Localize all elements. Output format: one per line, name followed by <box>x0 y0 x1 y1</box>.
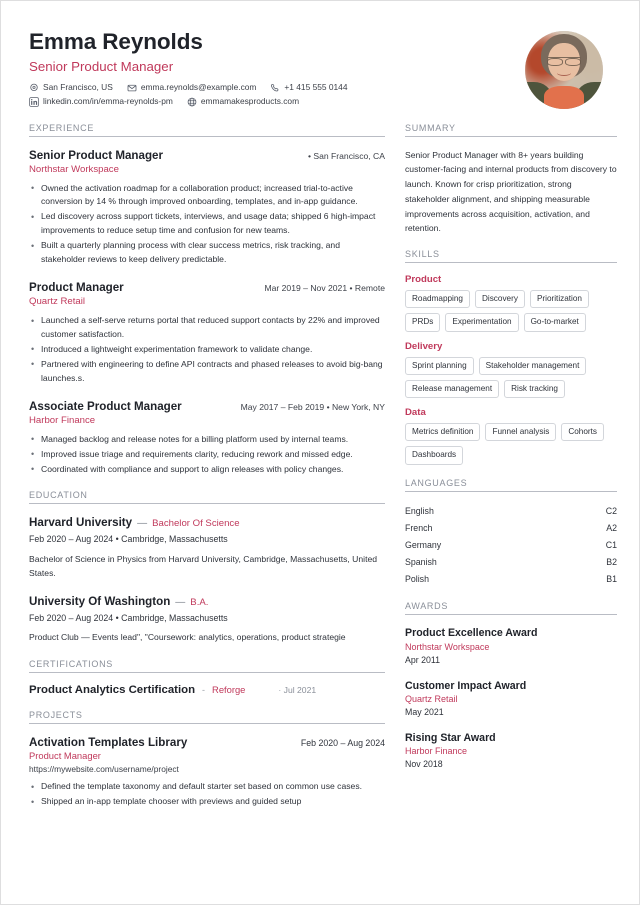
language-row <box>405 503 617 520</box>
award-date: Nov 2018 <box>405 758 443 769</box>
main-column <box>29 123 405 824</box>
education-degree: Bachelor Of Science <box>152 518 240 530</box>
award-entry <box>405 626 617 666</box>
education-separator: — <box>137 518 148 530</box>
bullet-item: • Defined the template taxonomy and default starter set based on common use cases. <box>29 780 385 794</box>
skill-chip[interactable]: PRDs <box>405 313 440 331</box>
education-school: Harvard University <box>29 516 133 530</box>
bullet-item: • Shipped an in-app template chooser with previews and guided setup <box>29 795 385 809</box>
section-header-projects: PROJECTS <box>29 710 385 724</box>
certification-issuer: Reforge <box>212 683 246 695</box>
section-languages <box>405 478 617 589</box>
globe-icon <box>187 97 197 107</box>
avatar <box>525 31 603 109</box>
contact-text: emma.reynolds@example.com <box>140 81 257 92</box>
experience-entry <box>29 399 385 477</box>
location-pin-icon <box>29 83 39 93</box>
experience-entry <box>29 148 385 268</box>
header-text-block <box>29 23 525 111</box>
skill-category: Delivery <box>405 340 443 352</box>
bullet-item: • Managed backlog and release notes for a billing platform used by internal teams. <box>29 433 385 447</box>
section-header-languages: LANGUAGES <box>405 478 617 492</box>
avatar-shirt <box>544 86 585 109</box>
experience-role: Senior Product Manager <box>29 148 163 162</box>
glasses-icon <box>547 57 581 64</box>
language-row <box>405 554 617 571</box>
contact-item[interactable] <box>29 82 113 93</box>
skill-chip[interactable]: Stakeholder management <box>479 357 587 375</box>
skill-group <box>405 274 617 332</box>
award-organization: Northstar Workspace <box>405 641 490 652</box>
project-bullets <box>29 780 385 809</box>
education-entry-head <box>29 594 385 609</box>
resume-body <box>29 123 615 824</box>
award-entry <box>405 679 617 719</box>
language-name: French <box>405 522 433 533</box>
section-header-skills: SKILLS <box>405 249 617 263</box>
education-degree: B.A. <box>190 596 209 608</box>
side-column <box>405 123 617 784</box>
skill-chip[interactable]: Metrics definition <box>405 423 480 441</box>
skill-group <box>405 407 617 465</box>
award-name: Product Excellence Award <box>405 627 538 640</box>
contact-text: +1 415 555 0144 <box>284 81 348 92</box>
experience-dates-location: May 2017 – Feb 2019 • New York, NY <box>240 401 385 412</box>
skill-category: Product <box>405 274 442 286</box>
education-dates-location: Feb 2020 – Aug 2024 • Cambridge, Massachusetts <box>29 534 228 545</box>
skill-chip-list <box>405 290 617 332</box>
section-header-education: EDUCATION <box>29 490 385 504</box>
experience-dates-location: Mar 2019 – Nov 2021 • Remote <box>264 283 385 294</box>
skill-chip[interactable]: Release management <box>405 380 499 398</box>
bullet-item: • Led discovery across support tickets, interviews, and usage data; shipped 6 high-impact improvements to reduce setup time and confusion for new teams. <box>29 210 385 238</box>
languages-list <box>405 503 617 589</box>
experience-bullets <box>29 433 385 477</box>
education-description: Product Club — Events lead", "Coursework: analytics, operations, product strategie <box>29 632 346 643</box>
language-level: B2 <box>606 557 617 568</box>
experience-company: Quartz Retail <box>29 296 85 308</box>
experience-entry-head <box>29 280 385 295</box>
skill-chip[interactable]: Go-to-market <box>524 313 586 331</box>
awards-list <box>405 626 617 770</box>
language-level: B1 <box>606 574 617 585</box>
contact-item[interactable] <box>127 82 257 93</box>
project-entry-head <box>29 735 385 750</box>
project-url[interactable]: https://mywebsite.com/username/project <box>29 763 179 774</box>
experience-entry-head <box>29 399 385 414</box>
section-header-summary: SUMMARY <box>405 123 617 137</box>
award-date: May 2021 <box>405 706 444 717</box>
skill-group <box>405 341 617 399</box>
contact-row-2 <box>29 96 525 107</box>
experience-list <box>29 148 385 477</box>
award-organization: Harbor Finance <box>405 745 468 756</box>
summary-text: Senior Product Manager with 8+ years building customer-facing and internal products from discovery to launch. Known for crisp prioritization, strong stakeholder alignment, and shipping measurable improvements across acquisition, activation, and retention. <box>405 149 617 234</box>
phone-icon <box>270 83 280 93</box>
language-level: C2 <box>605 505 617 516</box>
language-name: Polish <box>405 574 429 585</box>
envelope-icon <box>127 83 137 93</box>
contact-text: linkedin.com/in/emma-reynolds-pm <box>43 96 173 107</box>
language-name: Germany <box>405 539 442 550</box>
bullet-item: • Introduced a lightweight experimentation framework to validate change. <box>29 343 385 357</box>
section-summary <box>405 123 617 237</box>
skill-chip[interactable]: Prioritization <box>530 290 589 308</box>
section-header-experience: EXPERIENCE <box>29 123 385 137</box>
project-name: Activation Templates Library <box>29 735 188 749</box>
certifications-list <box>29 684 385 696</box>
experience-entry-head <box>29 148 385 163</box>
skill-chip[interactable]: Sprint planning <box>405 357 474 375</box>
experience-role: Product Manager <box>29 281 124 295</box>
experience-bullets <box>29 314 385 386</box>
language-name: English <box>405 505 434 516</box>
contact-text: emmamakesproducts.com <box>200 96 300 107</box>
language-level: A2 <box>606 522 617 533</box>
award-organization: Quartz Retail <box>405 693 458 704</box>
education-entry <box>29 515 385 580</box>
skill-chip[interactable]: Experimentation <box>445 313 518 331</box>
contact-text: San Francisco, US <box>43 81 113 92</box>
skill-chip[interactable]: Cohorts <box>561 423 604 441</box>
award-name: Rising Star Award <box>405 731 496 744</box>
section-experience <box>29 123 385 477</box>
skill-chip-list <box>405 423 617 465</box>
section-awards <box>405 601 617 770</box>
education-entry-head <box>29 515 385 530</box>
bullet-item: • Coordinated with compliance and support to align releases with policy changes. <box>29 463 385 477</box>
education-school: University Of Washington <box>29 594 171 608</box>
experience-company: Harbor Finance <box>29 414 96 426</box>
certification-date: · Jul 2021 <box>278 685 316 695</box>
language-row <box>405 571 617 588</box>
education-separator: — <box>175 596 186 608</box>
resume-header <box>29 23 615 117</box>
page-title: Emma Reynolds <box>29 29 203 54</box>
bullet-item: • Partnered with engineering to define API contracts and phased releases to avoid big-bang launches.s. <box>29 358 385 386</box>
language-level: C1 <box>605 539 617 550</box>
skills-list <box>405 274 617 465</box>
experience-dates-location: • San Francisco, CA <box>307 150 385 161</box>
certification-name: Product Analytics Certification <box>29 683 196 696</box>
education-dates-location: Feb 2020 – Aug 2024 • Cambridge, Massachusetts <box>29 612 228 623</box>
bullet-item: • Built a quarterly planning process with clear success metrics, risk tracking, and stakeholder reviews to keep delivery predictable. <box>29 239 385 267</box>
skill-chip-list <box>405 357 617 399</box>
bullet-item: • Owned the activation roadmap for a collaboration product; increased trial-to-active conversion by 14 % through improved onboarding, templates, and in-app guidance. <box>29 182 385 210</box>
section-header-certifications: CERTIFICATIONS <box>29 659 385 673</box>
skill-chip[interactable]: Funnel analysis <box>485 423 556 441</box>
language-name: Spanish <box>405 557 437 568</box>
projects-list <box>29 735 385 809</box>
language-row <box>405 520 617 537</box>
experience-entry <box>29 280 385 386</box>
skill-chip[interactable]: Roadmapping <box>405 290 470 308</box>
award-name: Customer Impact Award <box>405 679 527 692</box>
education-list <box>29 515 385 645</box>
experience-role: Associate Product Manager <box>29 399 182 413</box>
contact-item[interactable] <box>187 96 299 107</box>
contact-item[interactable] <box>29 96 173 107</box>
experience-bullets <box>29 182 385 268</box>
language-row <box>405 537 617 554</box>
section-skills <box>405 249 617 465</box>
contact-row-1 <box>29 82 525 93</box>
bullet-item: • Improved issue triage and requirements clarity, reducing rework and missed edge. <box>29 448 385 462</box>
section-projects <box>29 710 385 809</box>
award-date: Apr 2011 <box>405 654 441 665</box>
skill-chip[interactable]: Discovery <box>475 290 525 308</box>
certification-entry <box>29 684 385 696</box>
linkedin-icon <box>29 97 39 107</box>
section-certifications <box>29 659 385 696</box>
skill-chip[interactable]: Dashboards <box>405 446 463 464</box>
skill-chip[interactable]: Risk tracking <box>504 380 565 398</box>
project-role: Product Manager <box>29 750 101 761</box>
certification-separator: - <box>202 684 206 695</box>
project-dates: Feb 2020 – Aug 2024 <box>300 737 385 748</box>
experience-company: Northstar Workspace <box>29 163 119 175</box>
contact-item[interactable] <box>270 82 347 93</box>
headline-job-title: Senior Product Manager <box>29 58 174 74</box>
contact-details <box>29 82 525 108</box>
education-entry <box>29 594 385 645</box>
bullet-item: • Launched a self-serve returns portal that reduced support contacts by 22% and improved customer satisfaction. <box>29 314 385 342</box>
skill-category: Data <box>405 407 426 419</box>
section-header-awards: AWARDS <box>405 601 617 615</box>
section-education <box>29 490 385 645</box>
education-description: Bachelor of Science in Physics from Harvard University, Cambridge, Massachusetts, United States. <box>29 553 378 578</box>
project-entry <box>29 735 385 809</box>
award-entry <box>405 731 617 771</box>
